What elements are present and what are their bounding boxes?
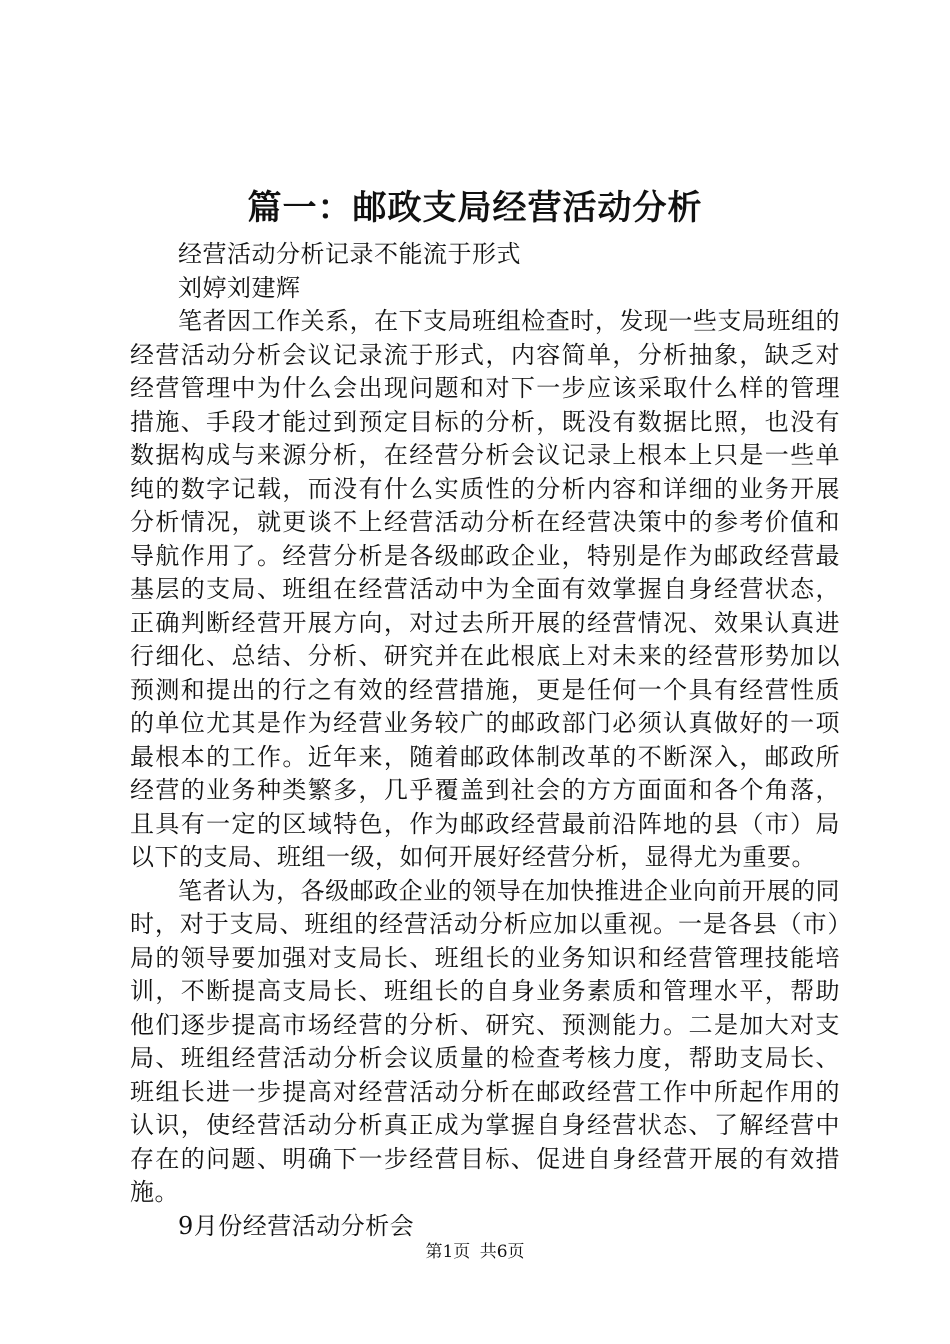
total-pages: 共6页: [479, 1242, 525, 1262]
document-title: 篇一：邮政支局经营活动分析: [247, 188, 703, 228]
article-subtitle: 经营活动分析记录不能流于形式: [178, 240, 521, 268]
article-authors: 刘婷刘建辉: [178, 273, 301, 302]
page-footer: [0, 1240, 950, 1264]
closing-line: 9月份经营活动分析会: [178, 1211, 415, 1240]
body-paragraph-2: 笔者认为，各级邮政企业的领导在加快推进企业向前开展的同时，对于支局、班组的经营活动分析应加以重视。一是各县（市）局的领导要加强对支局长、班组长的业务知识和经营管理技能培训，不断提高支局长、班组长的自身业务素质和管理水平，帮助他们逐步提高市场经营的分析、研究、预测能力。二是加大对支局、班组经营活动分析会议质量的检查考核力度，帮助支局长、班组长进一步提高对经营活动分析在邮政经营工作中所起作用的认识，使经营活动分析真正成为掌握自身经营状态、了解经营中存在的问题、明确下一步经营目标、促进自身经营开展的有效措施。: [130, 876, 840, 1206]
body-paragraph-1: 笔者因工作关系，在下支局班组检查时，发现一些支局班组的经营活动分析会议记录流于形式，内容简单，分析抽象，缺乏对经营管理中为什么会出现问题和对下一步应该采取什么样的管理措施、手段才能过到预定目标的分析，既没有数据比照，也没有数据构成与来源分析，在经营分析会议记录上根本上只是一些单纯的数字记载，而没有什么实质性的分析内容和详细的业务开展分析情况，就更谈不上经营活动分析在经营决策中的参考价值和导航作用了。经营分析是各级邮政企业，特别是作为邮政经营最基层的支局、班组在经营活动中为全面有效掌握自身经营状态，正确判断经营开展方向，对过去所开展的经营情况、效果认真进行细化、总结、分析、研究并在此根底上对未来的经营形势加以预测和提出的行之有效的经营措施，更是任何一个具有经营性质的单位尤其是作为经营业务较广的邮政部门必须认真做好的一项最根本的工作。近年来，随着邮政体制改革的不断深入，邮政所经营的业务种类繁多，几乎覆盖到社会的方方面面和各个角落，且具有一定的区域特色，作为邮政经营最前沿阵地的县（市）局以下的支局、班组一级，如何开展好经营分析，显得尤为重要。: [130, 307, 840, 871]
document-body: [130, 238, 840, 1243]
page-number: 第1页: [425, 1242, 471, 1262]
